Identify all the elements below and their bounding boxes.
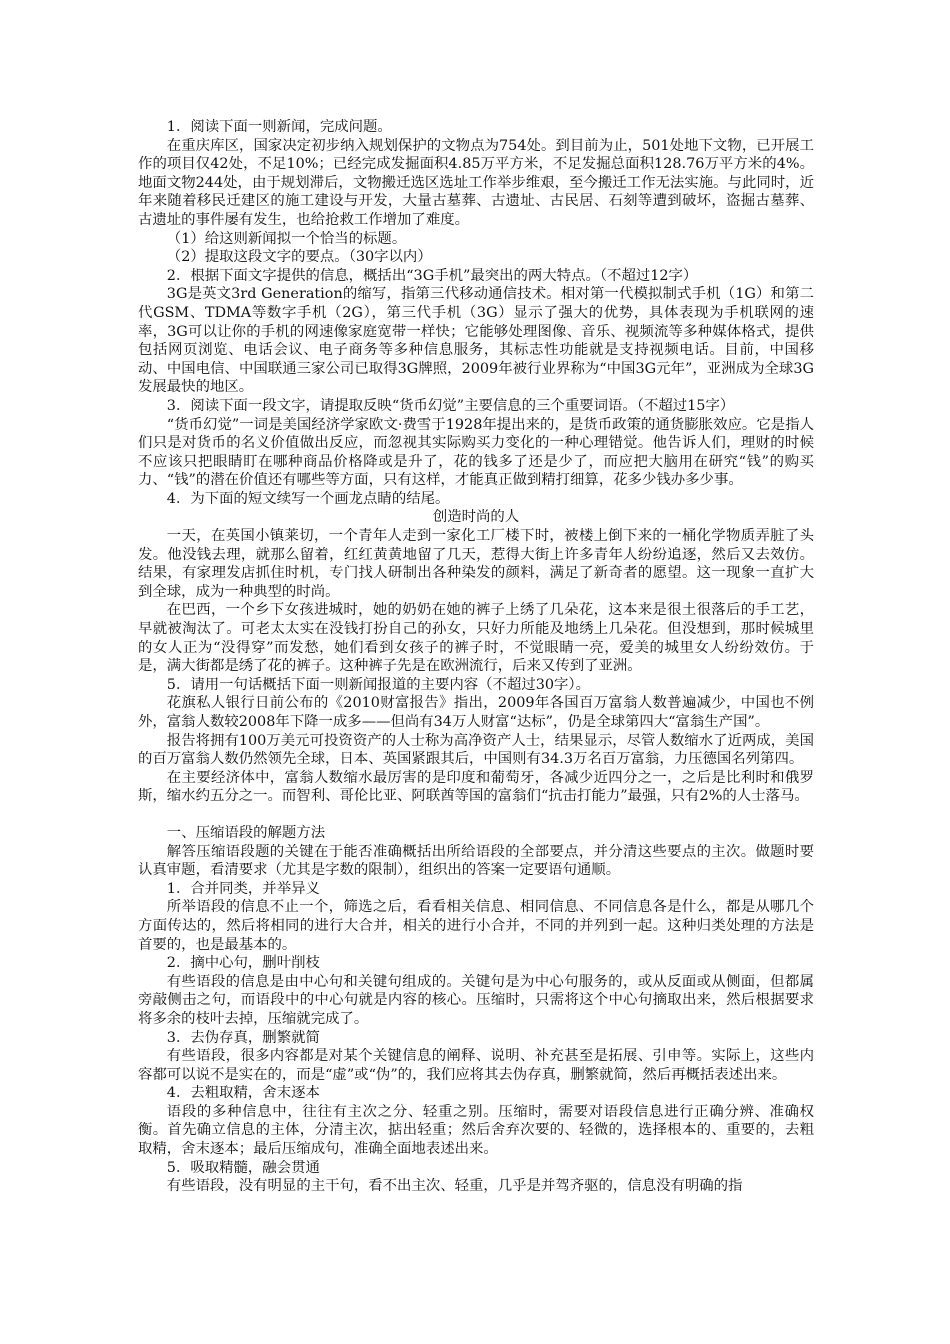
method-1-heading: 1．合并同类，并举异义	[166, 880, 320, 897]
story-paragraph-1: 一天，在英国小镇莱切，一个青年人走到一家化工厂楼下时，被楼上倒下来的一桶化学物质弄脏了头发。他没钱去理，就那么留着，红红黄黄地留了几天，惹得大街上许多青年人纷纷追逐，然后又去效仿。结果，有家理发店抓住时机，专门找人研制出各种染发的颜料，满足了新奇者的愿望。这一现象一直扩大到全球，成为一种典型的时尚。	[138, 528, 814, 600]
question-4-heading: 4．为下面的短文续写一个画龙点睛的结尾。	[166, 490, 450, 507]
method-3-heading: 3．去伪存真，删繁就简	[166, 1029, 320, 1046]
method-2-heading: 2．摘中心句，删叶削枝	[166, 955, 320, 972]
question-5-passage-2: 报告将拥有100万美元可投资资产的人士称为高净资产人士，结果显示，尽管人数缩水了近两成，美国的百万富翁人数仍然领先全球，日本、英国紧跟其后，中国则有34.3万名百万富翁，力压德国名列第四。	[138, 732, 814, 768]
method-2-text: 有些语段的信息是由中心句和关键句组成的。关键句是为中心句服务的，或从反面或从侧面，但都属旁敲侧击之句，而语段中的中心句就是内容的核心。压缩时，只需将这个中心句摘取出来，然后根据要求将多余的枝叶去掉，压缩就完成了。	[138, 973, 814, 1027]
method-5-text: 有些语段，没有明显的主干句，看不出主次、轻重，几乎是并驾齐驱的，信息没有明确的指	[166, 1178, 743, 1195]
question-3-heading: 3．阅读下面一段文字，请提取反映“货币幻觉”主要信息的三个重要词语。（不超过15字）	[166, 397, 735, 414]
document-page	[138, 118, 814, 1196]
question-2-passage: 3G是英文3rd Generation的缩写，指第三代移动通信技术。相对第一代模拟制式手机（1G）和第二代GSM、TDMA等数字手机（2G），第三代手机（3G）显示了强大的优势，具体表现为手机联网的速率，3G可以让你的手机的网速像家庭宽带一样快；它能够处理图像、音乐、视频流等多种媒体格式，提供包括网页浏览、电话会议、电子商务等多种信息服务，其标志性功能就是支持视频电话。目前，中国移动、中国电信、中国联通三家公司已取得3G牌照，2009年被行业界称为“中国3G元年”，亚洲成为全球3G发展最快的地区。	[138, 286, 814, 396]
method-5-heading: 5．吸取精髓，融会贯通	[166, 1159, 320, 1176]
question-1-heading: 1．阅读下面一则新闻，完成问题。	[166, 119, 392, 135]
question-5-passage-3: 在主要经济体中，富翁人数缩水最厉害的是印度和葡萄牙，各减少近四分之一，之后是比利时和俄罗斯，缩水约五分之一。而智利、哥伦比亚、阿联酋等国的富翁们“抗击打能力”最强，只有2%的人士落马。	[138, 769, 814, 805]
method-intro: 解答压缩语段题的关键在于能否准确概括出所给语段的全部要点，并分清这些要点的主次。做题时要认真审题，看清要求（尤其是字数的限制），组织出的答案一定要语句通顺。	[138, 843, 814, 879]
question-2-heading: 2．根据下面文字提供的信息，概括出“3G手机”最突出的两大特点。（不超过12字）	[166, 267, 698, 284]
question-1-sub-1: （1）给这则新闻拟一个恰当的标题。	[166, 230, 407, 247]
method-3-text: 有些语段，很多内容都是对某个关键信息的阐释、说明、补充甚至是拓展、引申等。实际上，这些内容都可以说不是实在的，而是“虚”或“伪”的，我们应将其去伪存真，删繁就简，然后再概括表述出来。	[138, 1048, 814, 1083]
method-4-heading: 4．去粗取精，舍末逐本	[166, 1085, 320, 1102]
method-4-text: 语段的多种信息中，往往有主次之分、轻重之别。压缩时，需要对语段信息进行正确分辨、准确权衡。首先确立信息的主体，分清主次，掂出轻重；然后舍弃次要的、轻微的，选择根本的、重要的，去粗取精，舍末逐本；最后压缩成句，准确全面地表述出来。	[138, 1103, 814, 1158]
question-1-sub-2: （2）提取这段文字的要点。（30字以内）	[166, 249, 432, 266]
method-1-text: 所举语段的信息不止一个，筛选之后，看看相关信息、相同信息、不同信息各是什么，都是从哪几个方面传达的，然后将相同的进行大合并，相关的进行小合并，不同的并列到一起。这种归类处理的方法是首要的，也是最基本的。	[138, 899, 814, 953]
story-paragraph-2: 在巴西，一个乡下女孩进城时，她的奶奶在她的裤子上绣了几朵花，这本来是很土很落后的手工艺，早就被淘汰了。可老太太实在没钱打扮自己的孙女，只好力所能及地绣上几朵花。但没想到，那时候城里的女人正为“没得穿”而发愁，她们看到女孩子的裤子时，不觉眼睛一亮，爱美的城里女人纷纷效仿。于是，满大街都是绣了花的裤子。这种裤子先是在欧洲流行，后来又传到了亚洲。	[138, 602, 814, 675]
question-3-passage: “货币幻觉”一词是美国经济学家欧文·费雪于1928年提出来的，是货币政策的通货膨胀效应。它是指人们只是对货币的名义价值做出反应，而忽视其实际购买力变化的一种心理错觉。他告诉人们，理财的时候不应该只把眼睛盯在哪种商品价格降或是升了，花的钱多了还是少了，而应把大脑用在研究“钱”的购买力、“钱”的潜在价值还有哪些等方面，只有这样，才能真正做到精打细算，花多少钱办多少事。	[138, 416, 814, 489]
question-1-passage: 在重庆库区，国家决定初步纳入规划保护的文物点为754处。到目前为止，501处地下文物，已开展工作的项目仅42处，不足10%；已经完成发掘面积4.85万平方米，不足发掘总面积128.76万平方米的4%。地面文物244处，由于规划滞后，文物搬迁选区选址工作举步维艰，至今搬迁工作无法实施。与此同时，近年来随着移民迁建区的施工建设与开发，大量古墓葬、古遗址、古民居、石刻等遭到破坏，盗掘古墓葬、古遗址的事件屡有发生，也给抢救工作增加了难度。	[138, 137, 814, 228]
method-section-heading: 一、压缩语段的解题方法	[166, 824, 326, 841]
story-title: 创造时尚的人	[432, 509, 520, 526]
question-5-heading: 5．请用一句话概括下面一则新闻报道的主要内容（不超过30字）。	[166, 676, 591, 693]
question-5-passage-1: 花旗私人银行日前公布的《2010财富报告》指出，2009年各国百万富翁人数普遍减少，中国也不例外，富翁人数较2008年下降一成多——但尚有34万人财富“达标”，仍是全球第四大“富翁生产国”。	[138, 695, 814, 730]
